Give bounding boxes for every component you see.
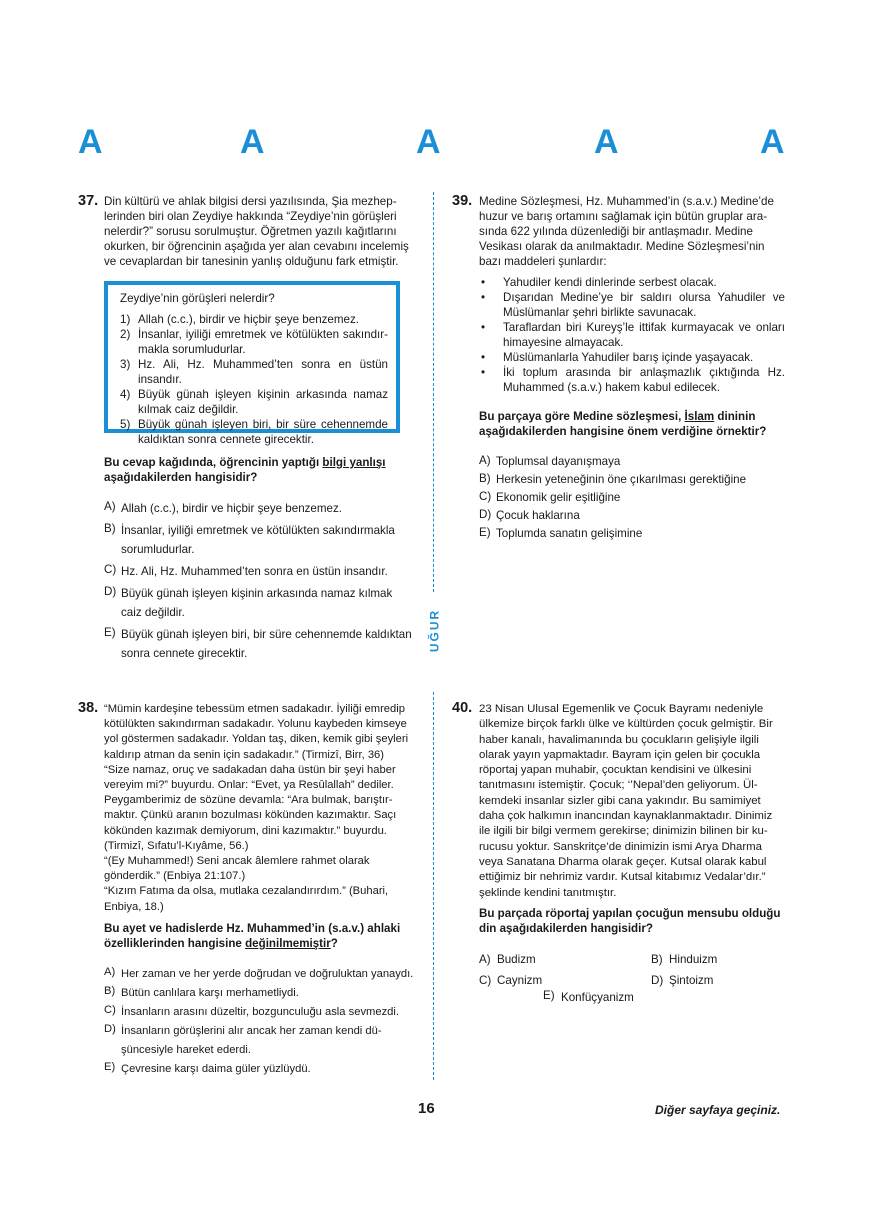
publisher-watermark: UĞUR <box>427 608 442 653</box>
option-text: Bütün canlılara karşı merhametliydi. <box>121 987 299 999</box>
bullet-icon: • <box>481 276 486 289</box>
list-item <box>120 327 388 357</box>
stem-line: Din kültürü ve ahlak bilgisi dersi yazılısında, Şia mezhep- <box>104 195 397 208</box>
stem-line: lerinden biri olan Zeydiye hakkında “Zeydiye’nin görüşleri <box>104 210 397 223</box>
option-label: A) <box>104 966 116 978</box>
stem-line: haber kanalı, havalimanında bu çocukların gelişiyle ilgili <box>479 733 759 746</box>
item-number: 4) <box>120 388 131 401</box>
item-text: Büyük günah işleyen biri, bir süre cehennemde kaldıktan sonra cennete girecektir. <box>138 418 388 446</box>
answer-option[interactable] <box>104 1022 416 1060</box>
option-text: Hinduizm <box>669 953 718 966</box>
answer-option[interactable] <box>104 625 414 663</box>
prompt-text: ? <box>330 937 338 950</box>
stem-line: gönderdik.” (Enbiya 21:107.) <box>104 870 246 883</box>
option-text: Herkesin yeteneğinin öne çıkarılması gerektiğine <box>496 473 747 486</box>
stem-line: huzur ve barış ortamını sağlamak için bütün gruplar ara- <box>479 210 768 223</box>
answer-option[interactable] <box>479 950 651 969</box>
answer-option[interactable] <box>479 453 789 471</box>
prompt-emphasis: İslam <box>684 410 715 423</box>
prompt-emphasis: bilgi yanlışı <box>322 456 386 469</box>
option-text: Her zaman ve her yerde doğrudan ve doğruluktan yanaydı. <box>121 968 414 980</box>
answer-option[interactable] <box>479 507 789 525</box>
option-label: E) <box>104 626 116 639</box>
stem-line: ülkemize birçok farklı ülke ve kültürden çocuk gelmiştir. Bir <box>479 718 773 731</box>
answer-option[interactable] <box>479 471 789 489</box>
answer-option[interactable] <box>104 584 414 622</box>
prompt-text: dininin <box>714 410 756 423</box>
option-label: B) <box>104 522 116 535</box>
stem-line: 23 Nisan Ulusal Egemenlik ve Çocuk Bayramı nedeniyle <box>479 703 764 715</box>
option-label: D) <box>104 1023 116 1035</box>
option-text: İnsanlar, iyiliği emretmek ve kötülükten sakındırmakla sorumludurlar. <box>121 524 395 556</box>
item-number: 5) <box>120 418 131 431</box>
option-label: D) <box>651 974 664 987</box>
prompt-text: Bu ayet ve hadislerde Hz. Muhammed’in (s.a.v.) ahlaki <box>104 922 401 935</box>
item-text: Büyük günah işleyen kişinin arkasında namaz kılmak caiz değildir. <box>138 388 388 416</box>
stem-line: Enbiya, 18.) <box>104 900 164 913</box>
answer-option[interactable] <box>651 950 801 969</box>
option-label: C) <box>479 490 492 503</box>
option-text: Caynizm <box>497 974 543 987</box>
option-label: B) <box>104 985 116 997</box>
option-label: E) <box>104 1061 116 1073</box>
option-label: E) <box>479 526 491 539</box>
list-item <box>479 275 785 290</box>
list-item <box>120 312 388 327</box>
option-text: Hz. Ali, Hz. Muhammed’ten sonra en üstün insandır. <box>121 565 388 578</box>
stem-line: Peygamberimiz de sözüne devamla: “Ara bulmak, barıştır- <box>104 794 393 807</box>
prompt-text: aşağıdakilerden hangisidir? <box>104 471 258 484</box>
answer-option[interactable] <box>651 971 801 990</box>
question-39-options <box>479 453 789 543</box>
list-item <box>120 417 388 447</box>
prompt-emphasis: değinilmemiştir <box>245 937 331 950</box>
list-item <box>120 357 388 387</box>
question-number: 40. <box>452 700 473 716</box>
stem-line: nelerdir?” sorusu sorulmuştur. Öğretmen yazılı kağıtlarını <box>104 225 397 238</box>
stem-line: “Kızım Fatıma da olsa, mutlaka cezalandırırdım.” (Buhari, <box>104 885 389 898</box>
box-heading: Zeydiye’nin görüşleri nelerdir? <box>120 292 275 305</box>
stem-line: veya Sanatana Dharma olarak geçer. Kutsal olarak kabul <box>479 855 767 868</box>
question-38-stem <box>104 702 416 915</box>
option-text: Toplumsal dayanışmaya <box>496 455 621 468</box>
prompt-text: Bu cevap kağıdında, öğrencinin yaptığı <box>104 456 323 469</box>
stem-line: sında 622 yılında düzenlediği bir antlaşmadır. Medine <box>479 225 753 238</box>
question-39-prompt <box>479 409 789 439</box>
item-number: 3) <box>120 358 131 371</box>
prompt-text: din aşağıdakilerden hangisidir? <box>479 922 653 935</box>
question-37-stem <box>104 194 412 269</box>
bullet-icon: • <box>481 351 486 364</box>
option-text: Ekonomik gelir eşitliğine <box>496 491 621 504</box>
item-text: İnsanlar, iyiliği emretmek ve kötülükten sakındır- makla sorumludurlar. <box>138 328 388 356</box>
column-divider <box>433 192 434 592</box>
question-38-options <box>104 965 416 1079</box>
student-answer-box <box>104 281 400 446</box>
article-text: Taraflardan biri Kureyş’le ittifak kurmayacak ve onları himayesine almayacak. <box>503 321 785 349</box>
option-label: B) <box>479 472 491 485</box>
stem-line: ve cevaplardan bir tanesinin yanlış olduğunu fark etmiştir. <box>104 255 399 268</box>
stem-line: kökünden kazımak demiyorum, dini kazımaktır.” buyurdu. <box>104 824 387 837</box>
option-label: D) <box>104 585 117 598</box>
stem-line: maktır. Çünkü aranın bozulması kökünden kazımaktır. Saçı <box>104 809 397 822</box>
question-38-prompt <box>104 921 416 951</box>
option-label: C) <box>479 974 492 987</box>
question-40-stem <box>479 702 789 901</box>
option-label: A) <box>104 500 116 513</box>
option-text: Şintoizm <box>669 974 714 987</box>
booklet-letter: A <box>416 123 441 161</box>
question-number: 39. <box>452 193 473 209</box>
article-text: Yahudiler kendi dinlerinde serbest olacak. <box>503 276 717 289</box>
answer-option[interactable] <box>104 1003 416 1022</box>
stem-line: ettiğimiz bir nehrimiz vardır. Kutsal kitabımız Vedalar’dır.” <box>479 871 766 884</box>
stem-line: kemdeki insanlar sizler gibi cana yakındır. Bu samimiyet <box>479 794 761 807</box>
article-text: Dışarıdan Medine’ye bir saldırı olursa Yahudiler ve Müslümanlar şehri birlikte savunacak. <box>503 291 785 319</box>
stem-line: vereyim mi?” buyurdu. Onlar: “Evet, ya Resûlallah” dediler. <box>104 779 394 792</box>
stem-line: okurken, bir öğrencinin aşağıda yer alan cevabını incelemiş <box>104 240 409 253</box>
option-label: C) <box>104 563 117 576</box>
stem-line: Vesikası olarak da anılmaktadır. Medine Sözleşmesi’nin <box>479 240 765 253</box>
item-text: Hz. Ali, Hz. Muhammed’ten sonra en üstün insandır. <box>138 358 388 386</box>
booklet-letter: A <box>240 123 265 161</box>
option-text: Konfüçyanizm <box>561 991 634 1004</box>
item-text: Allah (c.c.), birdir ve hiçbir şeye benzemez. <box>138 313 360 326</box>
stem-line: rucusu yoktur. Sanskritçe’de dinimizin ismi Arya Dharma <box>479 840 762 853</box>
stem-line: röportaj yapan muhabir, çocuktan kendisini ve ülkesini <box>479 764 752 777</box>
stem-line: kötülükten sakındırman sadakadır. Yolunu kaybeden kimseye <box>104 718 407 731</box>
next-page-note: Diğer sayfaya geçiniz. <box>655 1103 781 1117</box>
question-number: 37. <box>78 193 99 209</box>
stem-line: tanıtmasını istemiştir. Çocuk; ‘’Nepal’den geliyorum. Ül- <box>479 779 758 792</box>
question-37-prompt <box>104 455 414 485</box>
stem-line: “(Ey Muhammed!) Seni ancak âlemlere rahmet olarak <box>104 855 370 868</box>
list-item <box>479 290 785 320</box>
answer-option[interactable] <box>104 984 416 1003</box>
bullet-icon: • <box>481 291 486 304</box>
option-label: D) <box>479 508 492 521</box>
option-label: A) <box>479 454 491 467</box>
option-text: Büyük günah işleyen biri, bir süre cehennemde kaldıktan sonra cennete girecektir. <box>121 628 412 660</box>
option-text: İnsanların arasını düzeltir, bozgunculuğu asla sevmezdi. <box>121 1006 399 1018</box>
option-text: Toplumda sanatın gelişimine <box>496 527 643 540</box>
stem-line: daha çok halkımın inancından kaynaklanmaktadır. Dinimiz <box>479 810 773 823</box>
answer-option[interactable] <box>479 489 789 507</box>
option-text: Çevresine karşı daima güler yüzlüydü. <box>121 1063 311 1075</box>
option-label: E) <box>543 989 555 1002</box>
booklet-letter: A <box>760 123 785 161</box>
item-number: 2) <box>120 328 131 341</box>
option-text: İnsanların görüşlerini alır ancak her zaman kendi dü- şüncesiyle hareket ederdi. <box>121 1025 382 1056</box>
option-text: Büyük günah işleyen kişinin arkasında namaz kılmak caiz değildir. <box>121 587 393 619</box>
bullet-icon: • <box>481 321 486 334</box>
answer-option[interactable] <box>543 988 673 1007</box>
stem-line: “Size namaz, oruç ve sadakadan daha üstün bir şeyi haber <box>104 763 396 776</box>
option-label: C) <box>104 1004 116 1016</box>
answer-option[interactable] <box>104 499 414 518</box>
list-item <box>479 350 785 365</box>
article-text: İki toplum arasında bir anlaşmazlık çıktığında Hz. Muhammed (s.a.v.) hakem kabul edilecek. <box>503 366 785 394</box>
option-text: Budizm <box>497 953 536 966</box>
booklet-letter: A <box>78 123 103 161</box>
list-item <box>479 365 785 395</box>
answer-option[interactable] <box>104 562 414 581</box>
stem-line: (Tirmizî, Sıfatu’l-Kıyâme, 56.) <box>104 839 249 852</box>
stem-line: yol göstermen sadakadır. Yoldan taş, diken, kemik gibi şeyleri <box>104 733 409 746</box>
stem-line: bazı maddeleri şunlardır: <box>479 255 607 268</box>
prompt-text: aşağıdakilerden hangisine önem verdiğine örnektir? <box>479 425 767 438</box>
question-39-stem <box>479 194 785 395</box>
stem-line: Medine Sözleşmesi, Hz. Muhammed’in (s.a.v.) Medine’de <box>479 195 774 208</box>
question-number: 38. <box>78 700 99 716</box>
list-item <box>120 387 388 417</box>
bullet-icon: • <box>481 366 486 379</box>
option-text: Çocuk haklarına <box>496 509 580 522</box>
answer-option[interactable] <box>104 1060 416 1079</box>
stem-line: “Mümin kardeşine tebessüm etmen sadakadır. İyiliği emredip <box>104 703 405 715</box>
page-number: 16 <box>418 1100 435 1117</box>
question-40-prompt <box>479 906 791 936</box>
answer-option[interactable] <box>104 521 414 559</box>
prompt-text: Bu parçaya göre Medine sözleşmesi, <box>479 410 685 423</box>
stem-line: kaldırıp atman da senin için sadakadır.” (Tirmizî, Birr, 36) <box>104 748 384 761</box>
answer-option[interactable] <box>479 525 789 543</box>
booklet-letter: A <box>594 123 619 161</box>
stem-line: olarak yayın yapmaktadır. Bayram için gelen bir çocukla <box>479 748 761 761</box>
answer-list <box>120 312 388 447</box>
prompt-text: özelliklerinden hangisine <box>104 937 246 950</box>
answer-option[interactable] <box>104 965 416 984</box>
prompt-text: Bu parçada röportaj yapılan çocuğun mensubu olduğu <box>479 907 781 920</box>
column-divider <box>433 692 434 1080</box>
list-item <box>479 320 785 350</box>
item-number: 1) <box>120 313 131 326</box>
treaty-articles <box>479 275 785 395</box>
option-label: A) <box>479 953 491 966</box>
question-37-options <box>104 499 414 666</box>
option-label: B) <box>651 953 663 966</box>
stem-line: şeklinde kendini tanıtmıştır. <box>479 886 617 899</box>
stem-line: ile ilgili bir bilgi vermem gerekirse; dinimizin bilinen bir ku- <box>479 825 768 838</box>
article-text: Müslümanlarla Yahudiler barış içinde yaşayacak. <box>503 351 754 364</box>
option-text: Allah (c.c.), birdir ve hiçbir şeye benzemez. <box>121 502 343 515</box>
question-40-options <box>479 950 801 990</box>
